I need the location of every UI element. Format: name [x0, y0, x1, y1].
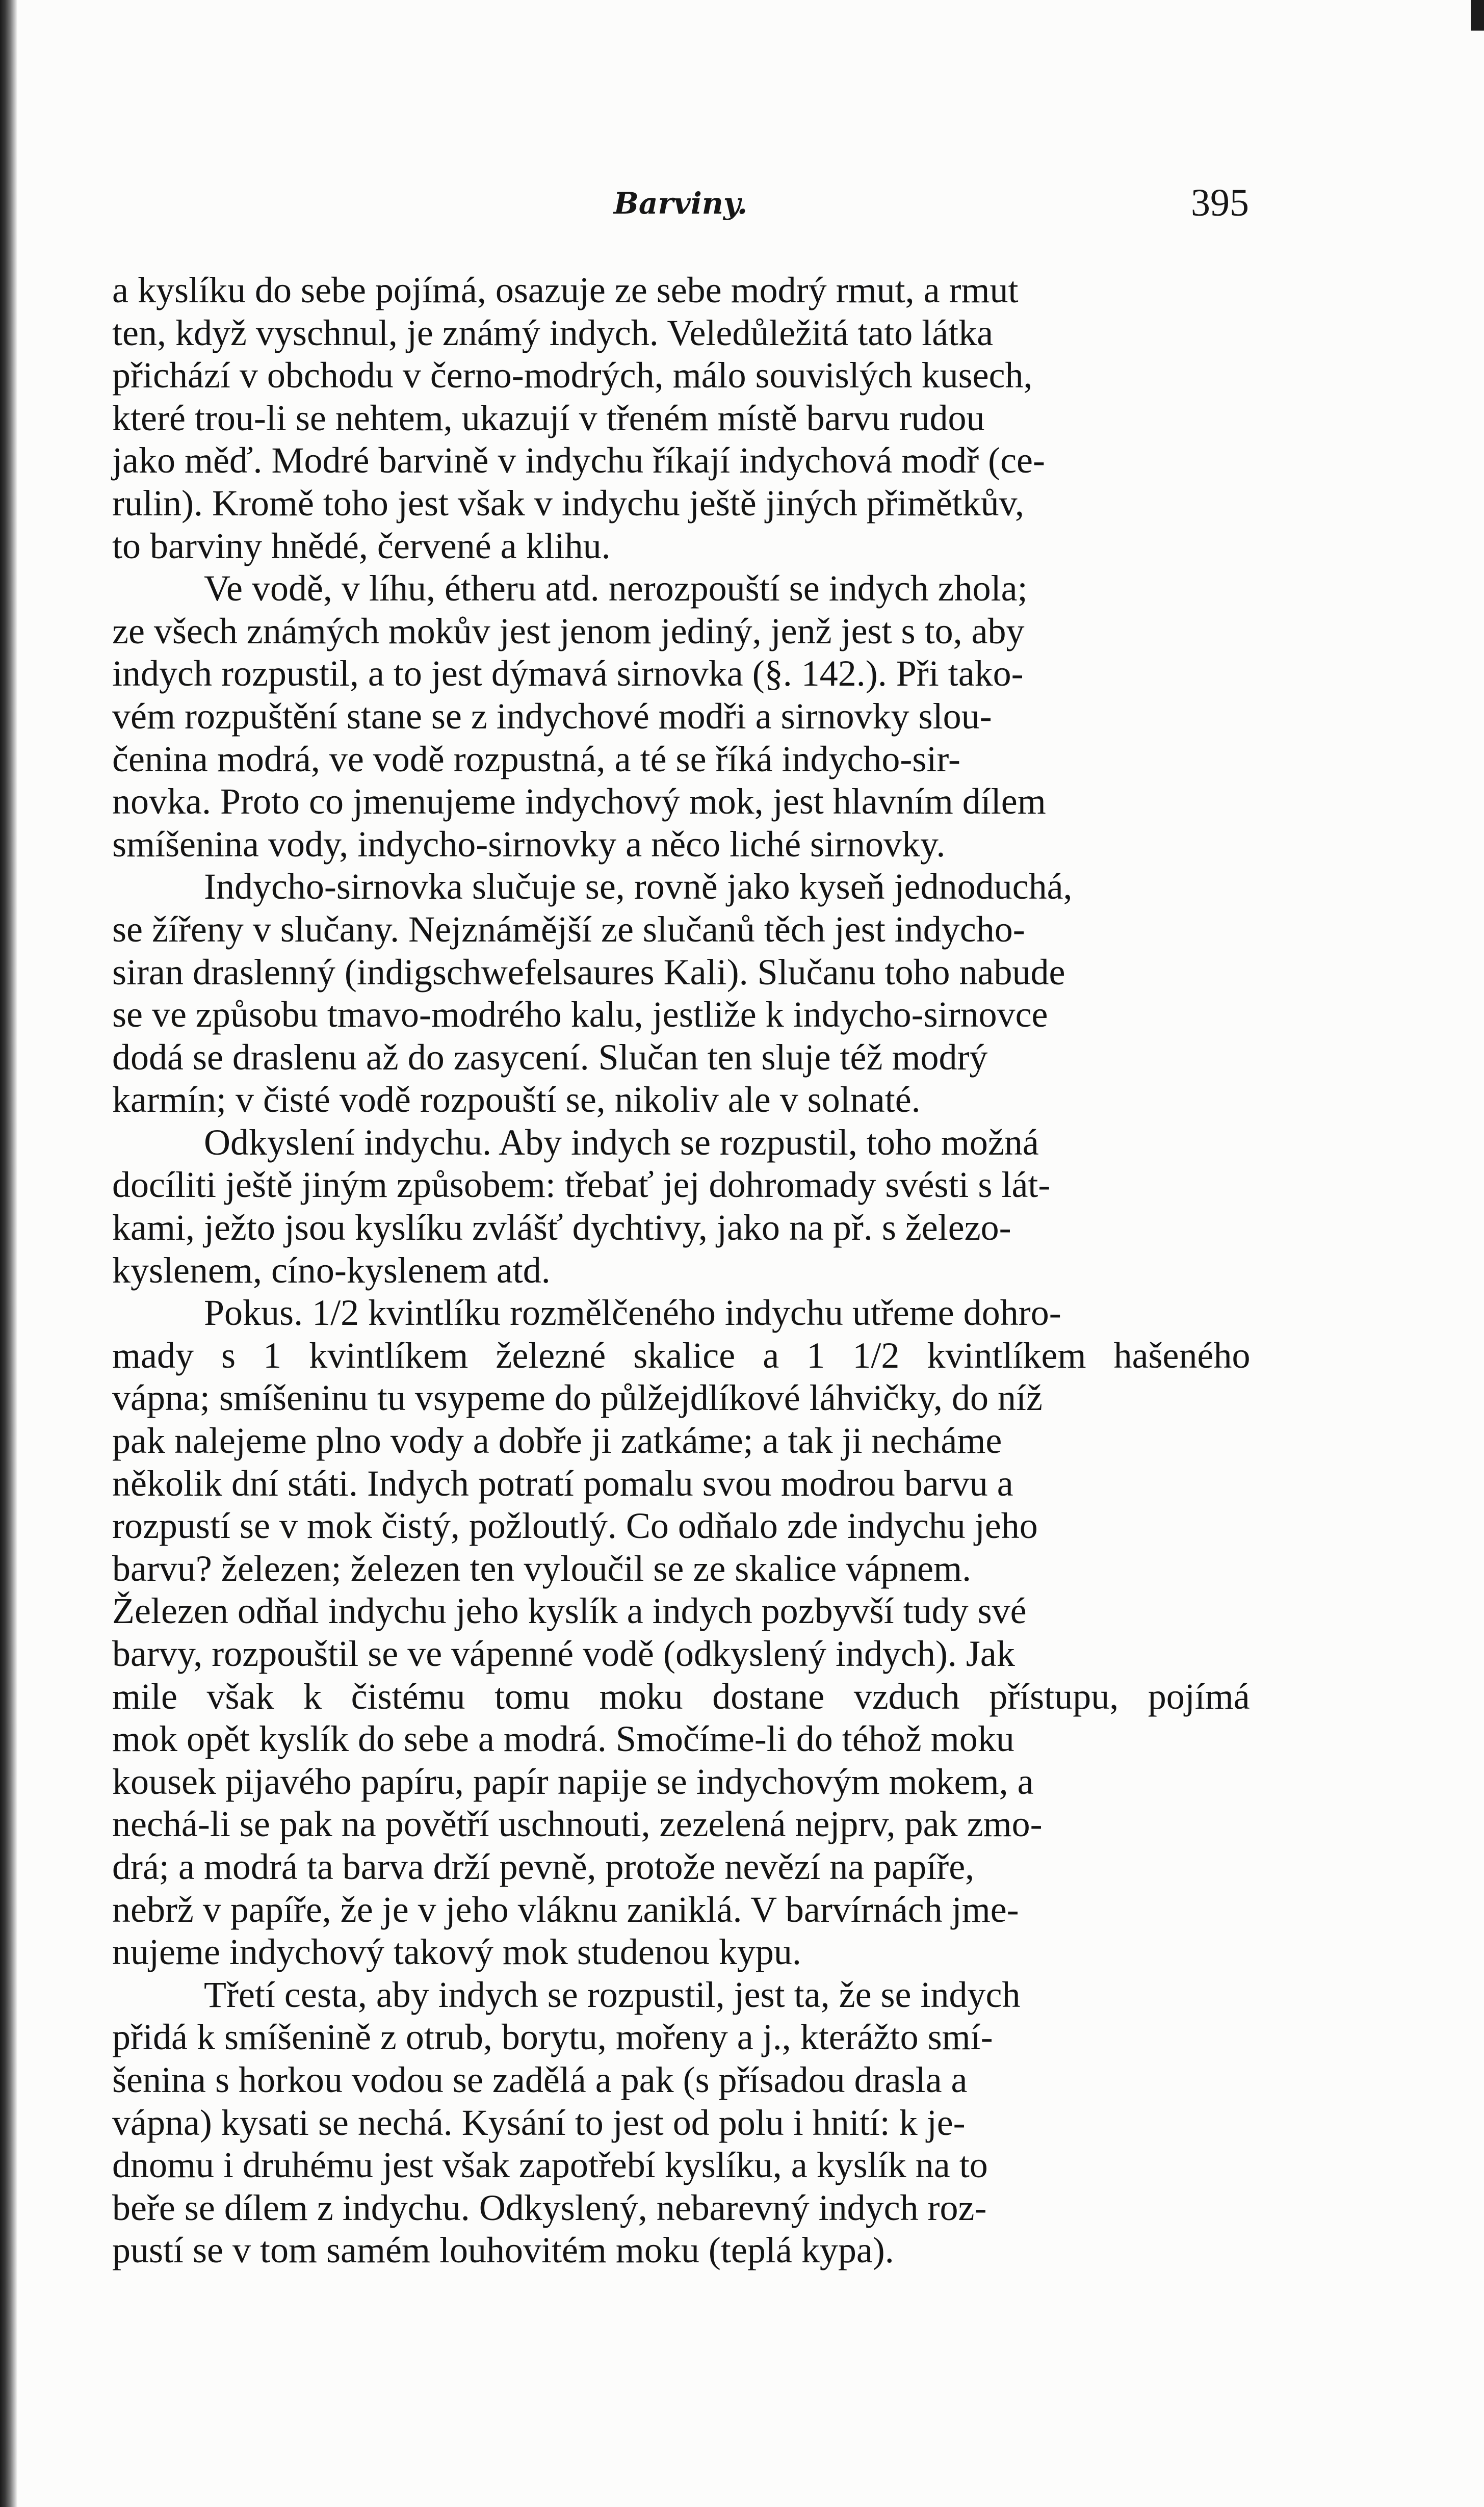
text-line: Pokus. 1/2 kvintlíku rozmělčeného indychu utřeme dohro- — [204, 1292, 1061, 1334]
text-line: drá; a modrá ta barva drží pevně, protože nevězí na papíře, — [112, 1846, 975, 1887]
text-line: dodá se draslenu až do zasycení. Slučan ten sluje též modrý — [112, 1036, 988, 1078]
text-line: kousek pijavého papíru, papír napije se indychovým mokem, a — [112, 1761, 1034, 1802]
text-line: Železen odňal indychu jeho kyslík a indych pozbyvší tudy své — [112, 1590, 1027, 1632]
text-line: které trou-li se nehtem, ukazují v třeném místě barvu rudou — [112, 397, 985, 438]
text-line: barvu? železen; železen ten vyloučil se ze skalice vápnem. — [112, 1548, 972, 1589]
text-line: mok opět kyslík do sebe a modrá. Smočíme-li do téhož moku — [112, 1718, 1014, 1760]
text-line: vém rozpuštění stane se z indychové modři a sirnovky slou- — [112, 695, 992, 737]
text-line: nebrž v papíře, že je v jeho vláknu zaniklá. V barvírnách jme- — [112, 1889, 1019, 1930]
text-line: se žířeny v slučany. Nejznámější ze slučanů těch jest indycho- — [112, 908, 1025, 950]
scan-corner-mark — [1471, 0, 1484, 31]
text-line: ten, když vyschnul, je známý indych. Veledůležitá tato látka — [112, 312, 994, 353]
text-line: Třetí cesta, aby indych se rozpustil, jest ta, že se indych — [204, 1974, 1021, 2015]
text-line: Ve vodě, v líhu, étheru atd. nerozpouští se indych zhola; — [204, 568, 1028, 609]
text-line: vápna) kysati se nechá. Kysání to jest od polu i hnití: k je- — [112, 2102, 966, 2143]
text-line: dnomu i druhému jest však zapotřebí kyslíku, a kyslík na to — [112, 2145, 988, 2186]
text-line: mile však k čistému tomu moku dostane vzduch přístupu, pojímá — [112, 1676, 1250, 1717]
text-line: smíšenina vody, indycho-sirnovky a něco liché sirnovky. — [112, 823, 946, 865]
text-line: ze všech známých mokův jest jenom jediný, jenž jest s to, aby — [112, 610, 1025, 651]
text-line: docíliti ještě jiným způsobem: třebať jej dohromady svésti s lát- — [112, 1164, 1051, 1206]
text-line: nujeme indychový takový mok studenou kypu. — [112, 1931, 801, 1973]
text-line: karmín; v čisté vodě rozpouští se, nikoliv ale v solnaté. — [112, 1079, 921, 1120]
text-line: a kyslíku do sebe pojímá, osazuje ze sebe modrý rmut, a rmut — [112, 270, 1019, 310]
text-line: rozpustí se v mok čistý, požloutlý. Co odňalo zde indychu jeho — [112, 1505, 1038, 1547]
text-line: pustí se v tom samém louhovitém moku (teplá kypa). — [112, 2230, 894, 2271]
text-line: několik dní státi. Indych potratí pomalu svou modrou barvu a — [112, 1463, 1013, 1504]
text-line: šenina s horkou vodou se zadělá a pak (s přísadou drasla a — [112, 2059, 968, 2100]
page-number: 395 — [1191, 181, 1249, 224]
text-line: indych rozpustil, a to jest dýmavá sirnovka (§. 142.). Při tako- — [112, 653, 1024, 694]
running-title: Barviny. — [613, 186, 748, 221]
text-line: čenina modrá, ve vodě rozpustná, a té se říká indycho-sir- — [112, 738, 960, 779]
text-line: barvy, rozpouštil se ve vápenné vodě (odkyslený indych). Jak — [112, 1633, 1015, 1674]
page-header — [112, 181, 1249, 237]
text-line: přidá k smíšenině z otrub, borytu, mořeny a j., kterážto smí- — [112, 2017, 993, 2058]
text-line: přichází v obchodu v černo-modrých, málo souvislých kusech, — [112, 355, 1033, 396]
text-line: se ve způsobu tmavo-modrého kalu, jestliže k indycho-sirnovce — [112, 994, 1048, 1035]
body-text — [112, 269, 1250, 2272]
text-line: nechá-li se pak na povětří uschnouti, zezelená nejprv, pak zmo- — [112, 1804, 1043, 1845]
text-line: Indycho-sirnovka slučuje se, rovně jako kyseň jednoduchá, — [204, 866, 1073, 907]
text-line: novka. Proto co jmenujeme indychový mok, jest hlavním dílem — [112, 781, 1046, 822]
text-line: siran draslenný (indigschwefelsaures Kali). Slučanu toho nabude — [112, 951, 1065, 993]
text-line: jako měď. Modré barvině v indychu říkají indychová modř (ce- — [112, 440, 1045, 481]
text-line: rulin). Kromě toho jest však v indychu ještě jiných přimětkův, — [112, 482, 1024, 524]
text-line: to barviny hnědé, červené a klihu. — [112, 525, 611, 566]
text-line: mady s 1 kvintlíkem železné skalice a 1 1/2 kvintlíkem hašeného — [112, 1335, 1251, 1376]
binding-edge — [0, 0, 17, 2507]
text-line: kyslenem, cíno-kyslenem atd. — [112, 1249, 551, 1291]
text-line: pak nalejeme plno vody a dobře ji zatkáme; a tak ji necháme — [112, 1420, 1002, 1461]
text-line: Odkyslení indychu. Aby indych se rozpustil, toho možná — [204, 1121, 1039, 1163]
text-line: beře se dílem z indychu. Odkyslený, nebarevný indych roz- — [112, 2187, 987, 2228]
text-line: kami, ježto jsou kyslíku zvlášť dychtivy, jako na př. s železo- — [112, 1207, 1011, 1248]
text-line: vápna; smíšeninu tu vsypeme do půlžejdlíkové láhvičky, do níž — [112, 1377, 1043, 1419]
